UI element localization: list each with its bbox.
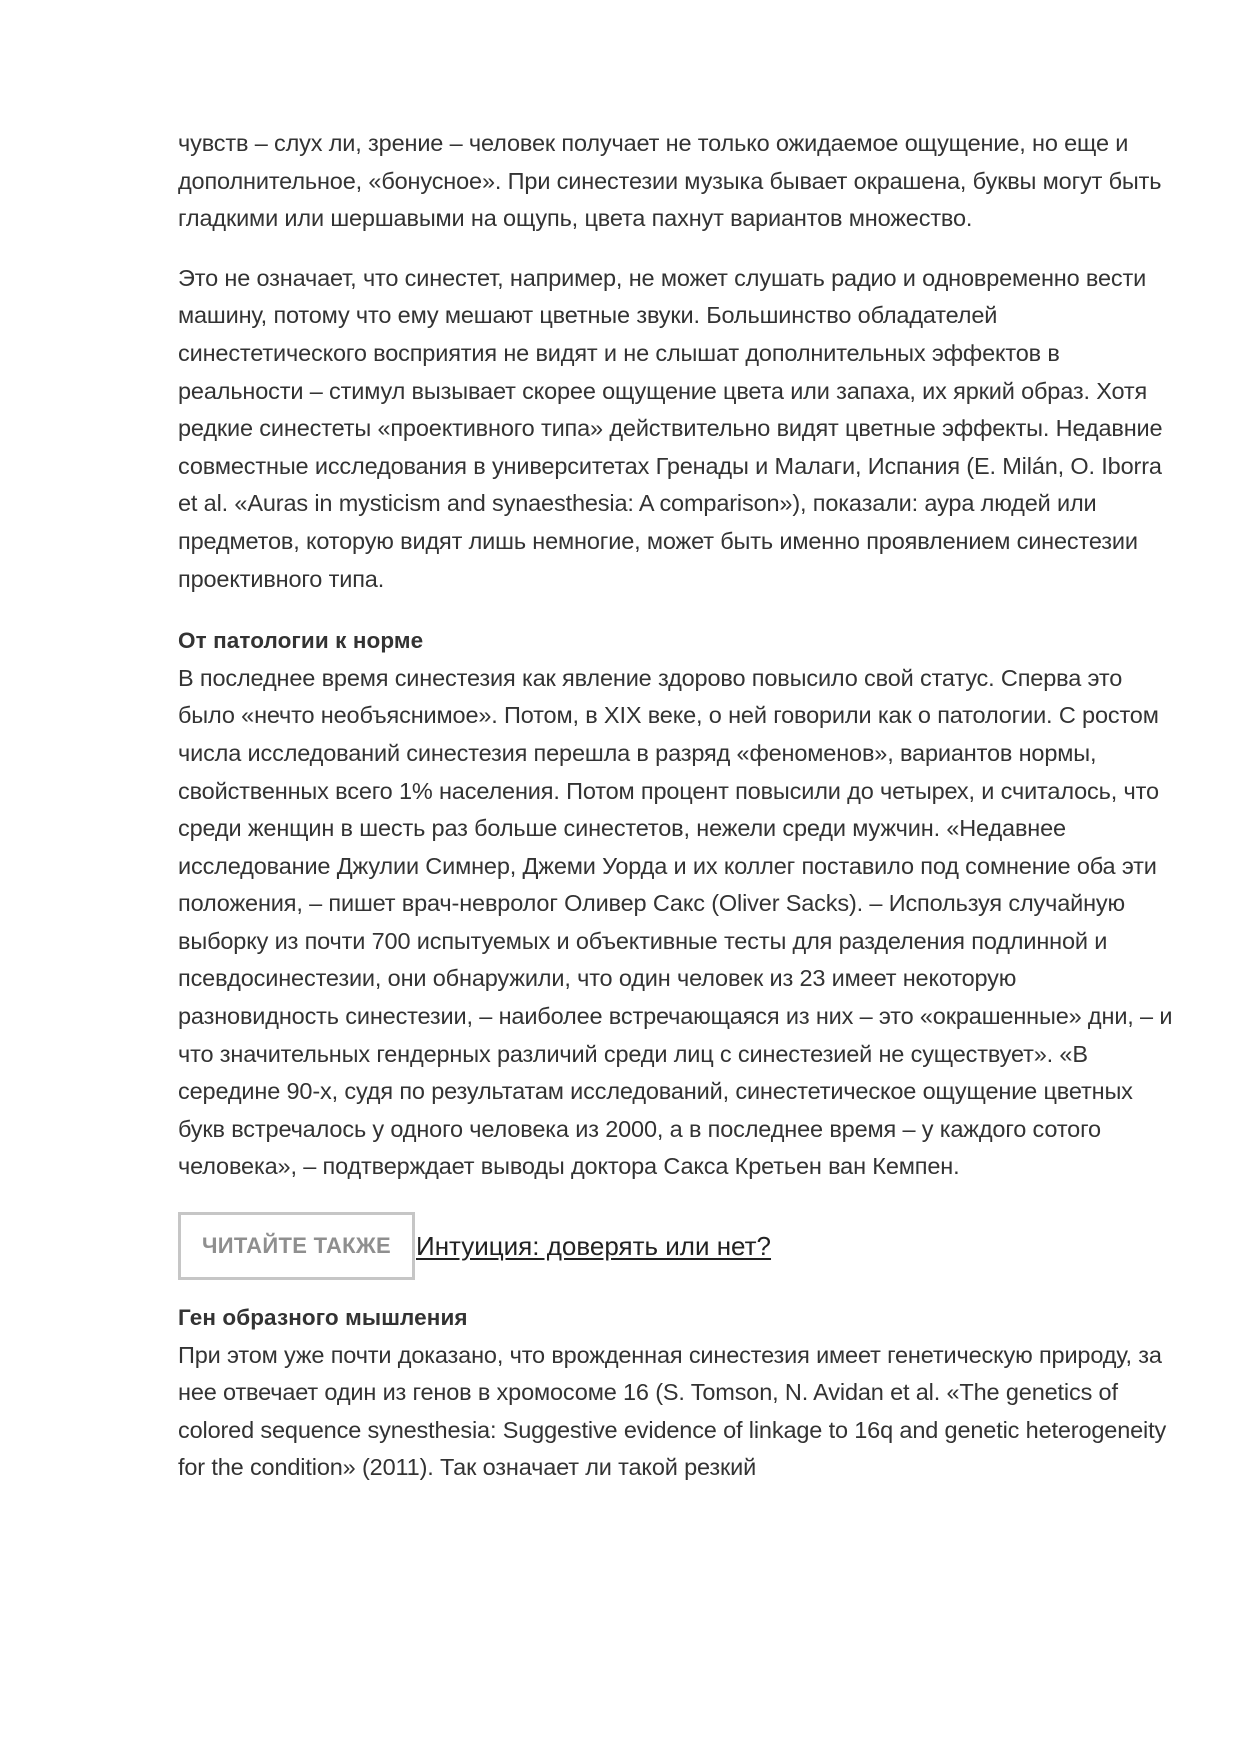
read-also-link[interactable]: Интуиция: доверять или нет?	[416, 1230, 772, 1261]
paragraph-status: В последнее время синестезия как явление здорово повысило свой статус. Сперва это было «нечто необъяснимое». Потом, в XIX веке, о ней говорили как о патологии. С ростом числа исследований синестезия перешла в разряд «феноменов», вариантов нормы, свойственных всего 1% населения. Потом процент повысили до четырех, и считалось, что среди женщин в шесть раз больше синестетов, нежели среди мужчин. «Недавнее исследование Джулии Симнер, Джеми Уорда и их коллег поставило под сомнение оба эти положения, – пишет врач-невролог Оливер Сакс (Oliver Sacks). – Используя случайную выборку из почти 700 испытуемых и объективные тесты для разделения подлинной и псевдосинестезии, они обнаружили, что один человек из 23 имеет некоторую разновидность синестезии, – наиболее встречающаяся из них – это «окрашенные» дни, – и что значительных гендерных различий среди лиц с синестезией не существует». «В середине 90-х, судя по результатам исследований, синестетическое ощущение цветных букв встречалось у одного человека из 2000, а в последнее время – у каждого сотого человека», – подтверждает выводы доктора Сакса Кретьен ван Кемпен.	[178, 664, 1173, 1180]
paragraph-genetics: При этом уже почти доказано, что врожденная синестезия имеет генетическую природу, за нее отвечает один из генов в хромосоме 16 (S. Tomson, N. Avidan et al. «The genetics of colored sequence synesthesia: Suggestive evidence of linkage to 16q and genetic heterogeneity for the condition» (2011). Так означает ли такой резкий	[178, 1341, 1167, 1481]
heading-gene: Ген образного мышления	[178, 1305, 468, 1331]
read-also-label: ЧИТАЙТЕ ТАКЖЕ	[178, 1212, 415, 1280]
heading-pathology-to-norm: От патологии к норме	[178, 628, 424, 654]
read-also-block	[178, 1213, 1178, 1279]
paragraph-projective-type: Это не означает, что синестет, например, не может слушать радио и одновременно вести машину, потому что ему мешают цветные звуки. Большинство обладателей синестетического восприятия не видят и не слышат дополнительных эффектов в реальности – стимул вызывает скорее ощущение цвета или запаха, их яркий образ. Хотя редкие синестеты «проективного типа» действительно видят цветные эффекты. Недавние совместные исследования в университетах Гренады и Малаги, Испания (E. Milán, O. Iborra et al. «Auras in mysticism and synaesthesia: A comparison»), показали: аура людей или предметов, которую видят лишь немногие, может быть именно проявлением синестезии проективного типа.	[178, 264, 1163, 592]
paragraph-senses: чувств – слух ли, зрение – человек получает не только ожидаемое ощущение, но еще и дополнительное, «бонусное». При синестезии музыка бывает окрашена, буквы могут быть гладкими или шершавыми на ощупь, цвета пахнут вариантов множество.	[178, 130, 1162, 232]
article-body	[178, 125, 1178, 1487]
